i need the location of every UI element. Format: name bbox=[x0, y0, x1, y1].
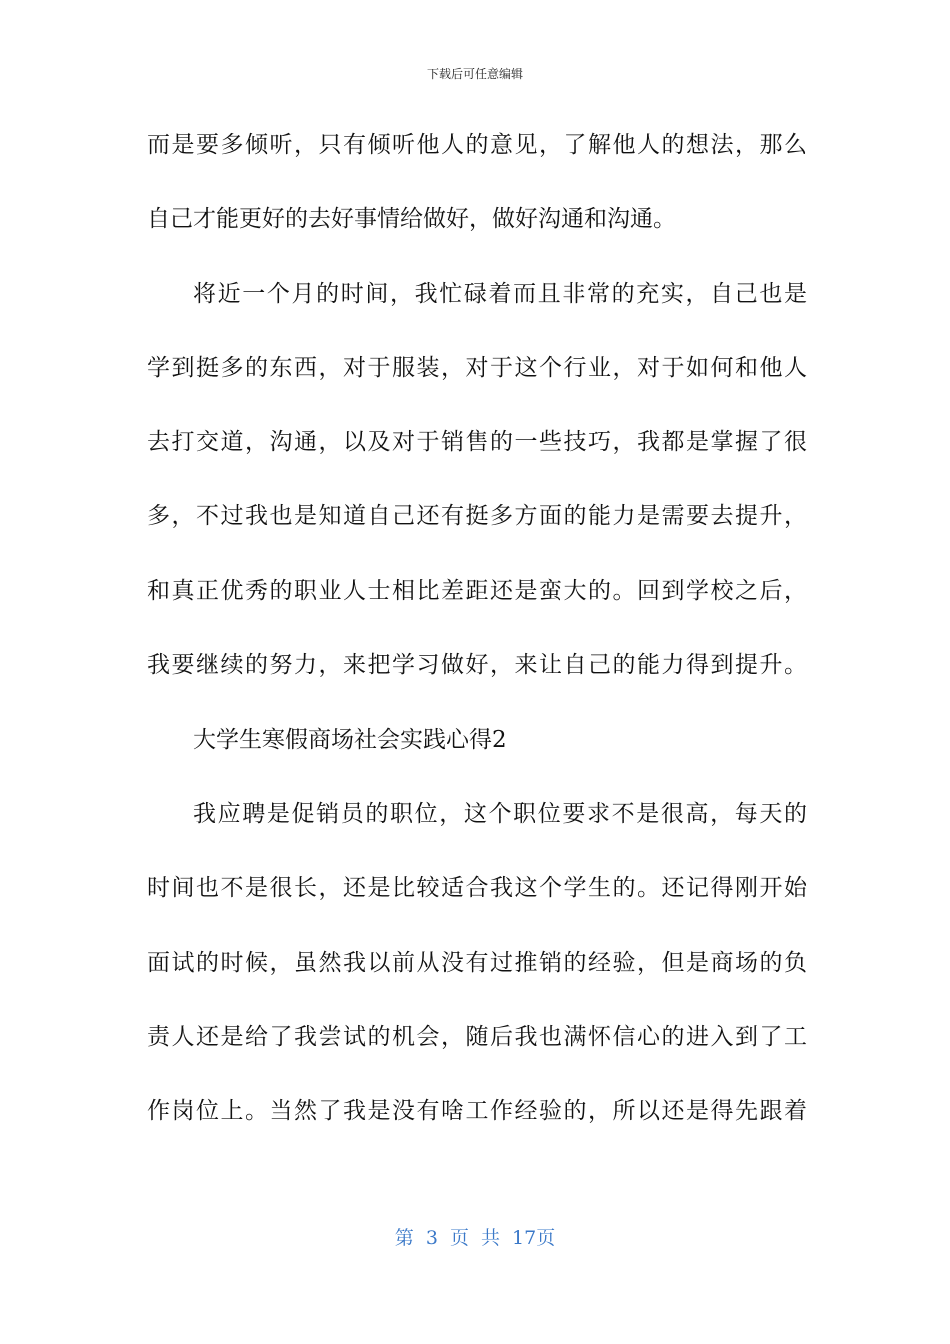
text-line: 我要继续的努力，来把学习做好，来让自己的能力得到提升。 bbox=[147, 652, 807, 678]
section-heading: 大学生寒假商场社会实践心得2 bbox=[193, 727, 507, 753]
text-line: 我应聘是促销员的职位，这个职位要求不是很高，每天的 bbox=[193, 801, 807, 827]
text-line: 多，不过我也是知道自己还有挺多方面的能力是需要去提升， bbox=[147, 503, 807, 529]
text-line: 自己才能更好的去好事情给做好，做好沟通和沟通。 bbox=[147, 206, 676, 232]
text-line: 面试的时候，虽然我以前从没有过推销的经验，但是商场的负 bbox=[147, 950, 807, 976]
page-number-footer: 第 3 页 共 17页 bbox=[394, 1227, 556, 1249]
text-line: 将近一个月的时间，我忙碌着而且非常的充实，自己也是 bbox=[193, 281, 807, 307]
text-line: 学到挺多的东西，对于服装，对于这个行业，对于如何和他人 bbox=[147, 355, 807, 381]
text-line: 去打交道，沟通，以及对于销售的一些技巧，我都是掌握了很 bbox=[147, 429, 807, 455]
text-line: 而是要多倾听，只有倾听他人的意见，了解他人的想法，那么 bbox=[147, 132, 807, 158]
text-line: 责人还是给了我尝试的机会，随后我也满怀信心的进入到了工 bbox=[147, 1024, 807, 1050]
text-line: 作岗位上。当然了我是没有啥工作经验的，所以还是得先跟着 bbox=[147, 1098, 807, 1124]
text-line: 时间也不是很长，还是比较适合我这个学生的。还记得刚开始 bbox=[147, 875, 807, 901]
page-header: 下载后可任意编辑 bbox=[426, 67, 523, 81]
text-line: 和真正优秀的职业人士相比差距还是蛮大的。回到学校之后， bbox=[147, 578, 807, 604]
